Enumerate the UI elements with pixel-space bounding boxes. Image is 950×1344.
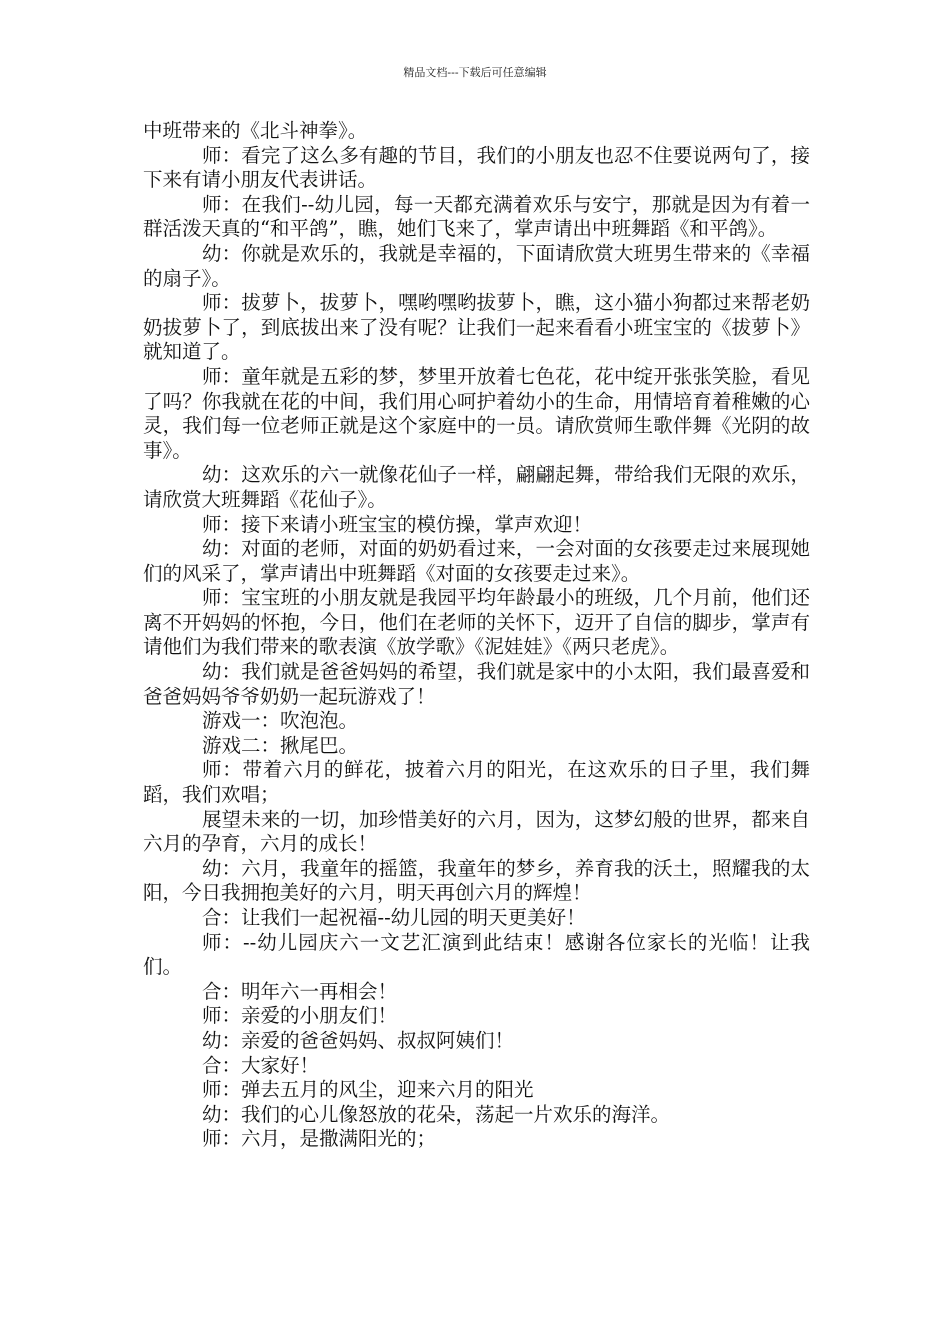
paragraph: 中班带来的《北斗神拳》。 xyxy=(143,119,368,142)
paragraph: 幼：对面的老师，对面的奶奶看过来，一会对面的女孩要走过来展现她们的风采了，掌声请出中班舞蹈《对面的女孩要走过来》。 xyxy=(143,537,810,585)
paragraph: 幼：你就是欢乐的，我就是幸福的，下面请欣赏大班男生带来的《幸福的扇子》。 xyxy=(143,241,810,290)
paragraph: 幼：我们的心儿像怒放的花朵，荡起一片欢乐的海洋。 xyxy=(202,1102,671,1126)
paragraph: 师：--幼儿园庆六一文艺汇演到此结束！感谢各位家长的光临！让我们。 xyxy=(143,930,810,979)
paragraph: 师：弹去五月的风尘，迎来六月的阳光 xyxy=(202,1078,534,1102)
paragraph: 师：宝宝班的小朋友就是我园平均年龄最小的班级，几个月前，他们还离不开妈妈的怀抱，今日，他们在老师的关怀下，迈开了自信的脚步，掌声有请他们为我们带来的歌表演《放学歌》《泥娃娃》《两只老虎》。 xyxy=(143,586,810,659)
paragraph: 游戏一：吹泡泡。 xyxy=(202,709,359,733)
paragraph: 合：让我们一起祝福--幼儿园的明天更美好！ xyxy=(202,906,586,929)
paragraph: 师：亲爱的小朋友们！ xyxy=(202,1004,398,1028)
paragraph: 合：大家好！ xyxy=(202,1053,320,1077)
document-body xyxy=(143,119,810,1152)
paragraph: 师：接下来请小班宝宝的模仿操，掌声欢迎！ xyxy=(202,512,593,536)
paragraph: 师：拔萝卜，拔萝卜，嘿哟嘿哟拔萝卜，瞧，这小猫小狗都过来帮老奶奶拔萝卜了，到底拔出来了没有呢？让我们一起来看看小班宝宝的《拔萝卜》就知道了。 xyxy=(143,291,810,364)
paragraph: 师：六月，是撒满阳光的； xyxy=(202,1127,437,1151)
paragraph: 师：看完了这么多有趣的节目，我们的小朋友也忍不住要说两句了，接下来有请小朋友代表讲话。 xyxy=(143,143,810,192)
paragraph: 师：在我们--幼儿园，每一天都充满着欢乐与安宁，那就是因为有着一群活泼天真的“和平鸽”，瞧，她们飞来了，掌声请出中班舞蹈《和平鸽》。 xyxy=(143,192,810,241)
paragraph: 师：带着六月的鲜花，披着六月的阳光，在这欢乐的日子里，我们舞蹈，我们欢唱； xyxy=(143,758,810,807)
paragraph: 师：童年就是五彩的梦，梦里开放着七色花，花中绽开张张笑脸，看见了吗？你我就在花的中间，我们用心呵护着幼小的生命，用情培育着稚嫩的心灵，我们每一位老师正就是这个家庭中的一员。请欣赏师生歌伴舞《光阴的故事》。 xyxy=(143,364,810,462)
paragraph: 展望未来的一切，加珍惜美好的六月，因为，这梦幻般的世界，都来自六月的孕育，六月的成长！ xyxy=(143,807,810,856)
paragraph: 合：明年六一再相会！ xyxy=(202,979,398,1003)
paragraph: 幼：六月，我童年的摇篮，我童年的梦乡，养育我的沃土，照耀我的太阳，今日我拥抱美好的六月，明天再创六月的辉煌！ xyxy=(143,856,810,905)
paragraph: 幼：这欢乐的六一就像花仙子一样，翩翩起舞，带给我们无限的欢乐，请欣赏大班舞蹈《花仙子》。 xyxy=(143,463,810,511)
paragraph: 游戏二：揪尾巴。 xyxy=(202,733,359,757)
paragraph: 幼：我们就是爸爸妈妈的希望，我们就是家中的小太阳，我们最喜爱和爸爸妈妈爷爷奶奶一起玩游戏了！ xyxy=(143,660,810,708)
paragraph: 幼：亲爱的爸爸妈妈、叔叔阿姨们！ xyxy=(202,1028,515,1052)
page-header: 精品文档---下载后可任意编辑 xyxy=(403,66,547,79)
